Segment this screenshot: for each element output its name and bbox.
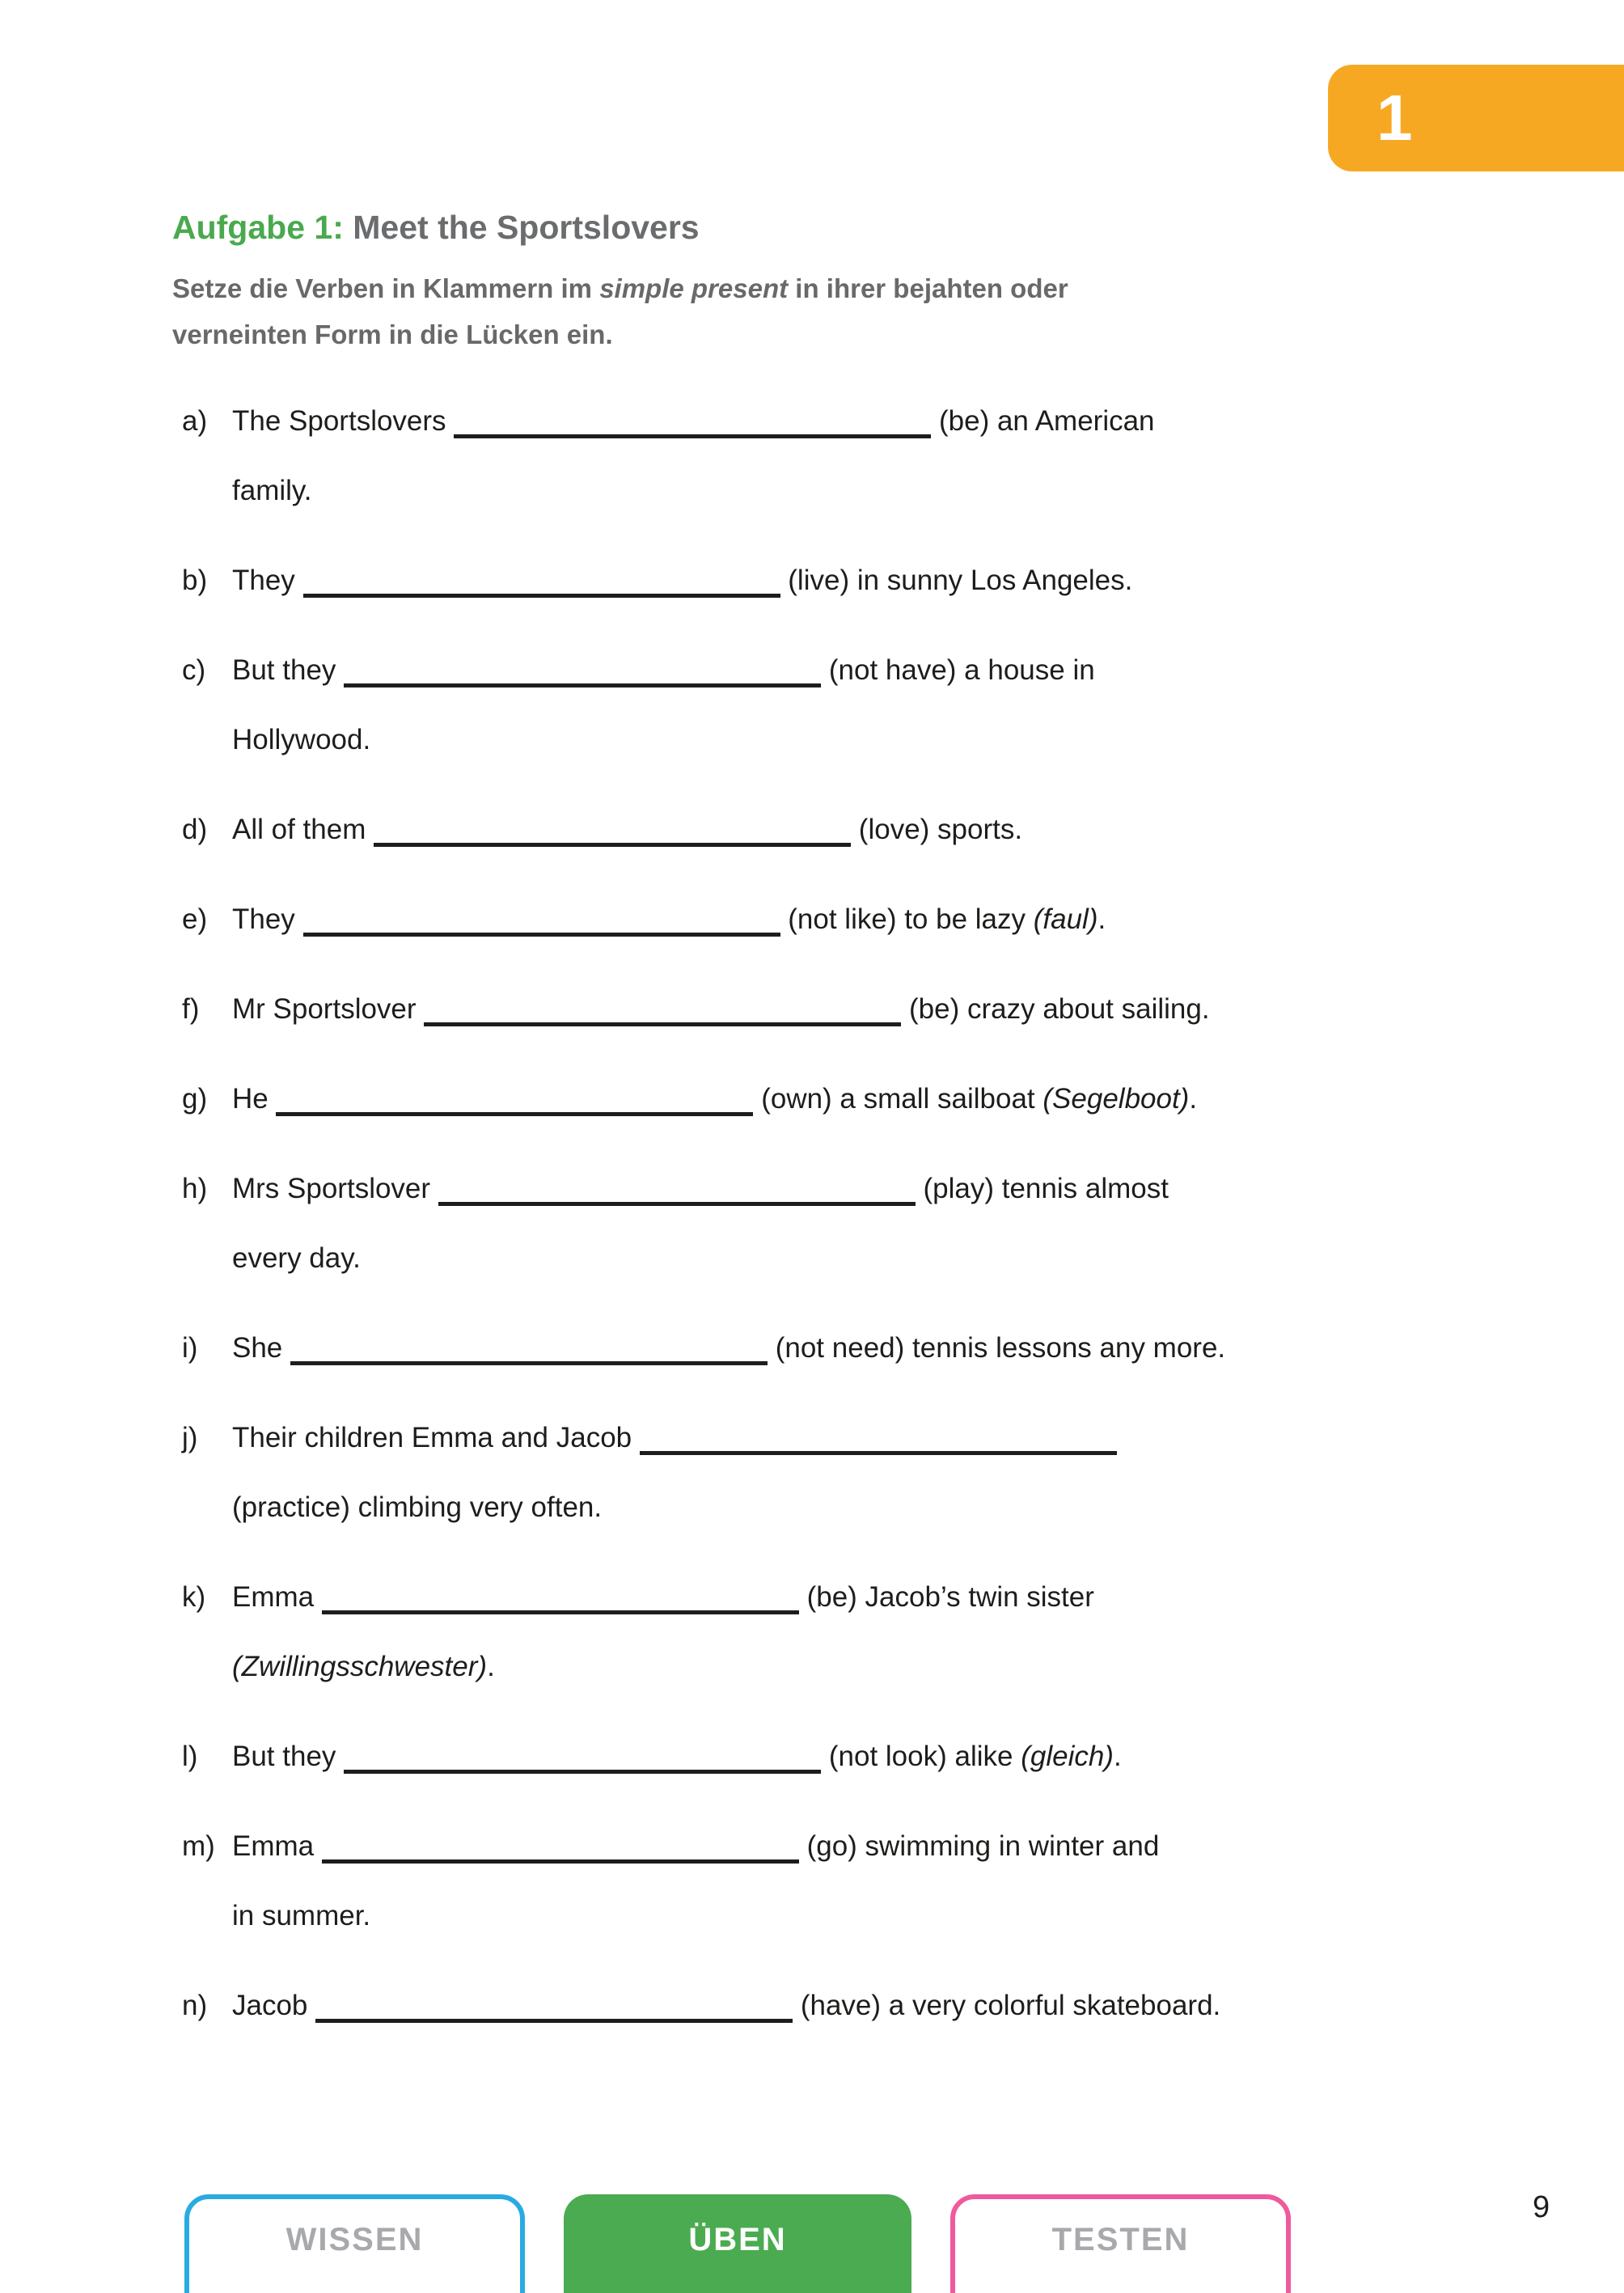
exercise-list — [182, 387, 1306, 2061]
exercise-item — [182, 1064, 1306, 1134]
text-segment: Their children Emma and Jacob — [232, 1422, 640, 1453]
text-segment: (practice) climbing very often. — [232, 1491, 603, 1523]
page-number: 9 — [1533, 2190, 1550, 2224]
item-letter-label: j) — [182, 1422, 198, 1453]
text-segment: (live) in sunny Los Angeles. — [780, 565, 1133, 596]
item-sentence — [232, 885, 1306, 954]
exercise-item — [182, 1403, 1306, 1542]
text-segment: Mr Sportslover — [232, 993, 425, 1025]
item-letter-label: b) — [182, 565, 208, 596]
answer-blank[interactable] — [454, 434, 931, 438]
exercise-item — [182, 885, 1306, 954]
exercise-item — [182, 387, 1306, 526]
text-segment: But they — [232, 654, 345, 686]
item-sentence — [232, 1812, 1306, 1951]
text-segment: Jacob — [232, 1990, 316, 2021]
text-segment: They — [232, 903, 303, 935]
item-letter-label: n) — [182, 1990, 208, 2021]
exercise-item — [182, 1563, 1306, 1702]
text-segment: in summer. — [232, 1900, 371, 1931]
text-segment: . — [1113, 1741, 1122, 1772]
item-sentence — [232, 1064, 1306, 1134]
text-segment: (not have) a house in — [821, 654, 1095, 686]
text-segment: (be) crazy about sailing. — [901, 993, 1210, 1025]
text-segment: . — [487, 1651, 495, 1682]
task-instructions — [172, 265, 1305, 357]
text-segment: family. — [232, 475, 312, 506]
text-segment: Emma — [232, 1830, 322, 1862]
text-segment: The Sportslovers — [232, 405, 455, 437]
exercise-item — [182, 636, 1306, 775]
answer-blank[interactable] — [303, 933, 780, 937]
page-title — [172, 209, 700, 247]
text-segment: (faul) — [1033, 903, 1098, 935]
answer-blank[interactable] — [290, 1361, 768, 1365]
item-sentence — [232, 387, 1306, 526]
item-letter-label: g) — [182, 1083, 208, 1115]
text-segment: Setze die Verben in Klammern im — [172, 273, 600, 303]
text-segment: All of them — [232, 814, 374, 845]
item-sentence — [232, 1314, 1306, 1383]
item-letter-label: k) — [182, 1581, 206, 1613]
text-segment: (play) tennis almost — [915, 1173, 1169, 1204]
exercise-item — [182, 1314, 1306, 1383]
task-title: Meet the Sportslovers — [353, 209, 700, 246]
exercise-item — [182, 795, 1306, 865]
answer-blank[interactable] — [322, 1859, 799, 1864]
text-segment: verneinten Form in die Lücken ein. — [172, 319, 613, 349]
item-sentence — [232, 636, 1306, 775]
text-segment: Mrs Sportslover — [232, 1173, 438, 1204]
text-segment: Hollywood. — [232, 724, 371, 755]
text-segment: (have) a very colorful skateboard. — [793, 1990, 1221, 2021]
item-sentence — [232, 1563, 1306, 1702]
text-segment: (love) sports. — [851, 814, 1023, 845]
item-sentence — [232, 546, 1306, 616]
exercise-item — [182, 1154, 1306, 1293]
text-segment: (not need) tennis lessons any more. — [768, 1332, 1226, 1364]
text-segment: (Zwillingsschwester) — [232, 1651, 488, 1682]
item-sentence — [232, 975, 1306, 1044]
answer-blank[interactable] — [344, 683, 821, 687]
text-segment: But they — [232, 1741, 345, 1772]
text-segment: . — [1189, 1083, 1198, 1115]
text-segment: (be) Jacob’s twin sister — [798, 1581, 1094, 1613]
item-sentence — [232, 1722, 1306, 1792]
text-segment: (gleich) — [1021, 1741, 1114, 1772]
exercise-item — [182, 1971, 1306, 2041]
text-segment: (be) an American — [931, 405, 1155, 437]
footer-button-wissen[interactable]: WISSEN — [184, 2194, 525, 2293]
exercise-item — [182, 1812, 1306, 1951]
footer-button-ueben[interactable]: ÜBEN — [564, 2194, 911, 2293]
exercise-item — [182, 1722, 1306, 1792]
text-segment: (Segelboot) — [1042, 1083, 1190, 1115]
answer-blank[interactable] — [374, 843, 851, 847]
text-segment: simple present — [599, 273, 789, 303]
text-segment: every day. — [232, 1242, 361, 1274]
item-letter-label: f) — [182, 993, 200, 1025]
chapter-number: 1 — [1377, 82, 1413, 154]
text-segment: She — [232, 1332, 290, 1364]
text-segment: He — [232, 1083, 277, 1115]
task-label: Aufgabe 1: — [172, 209, 344, 246]
answer-blank[interactable] — [276, 1112, 753, 1116]
item-letter-label: h) — [182, 1173, 208, 1204]
exercise-item — [182, 975, 1306, 1044]
text-segment: They — [232, 565, 303, 596]
item-letter-label: c) — [182, 654, 206, 686]
text-segment: in ihrer bejahten oder — [788, 273, 1068, 303]
answer-blank[interactable] — [315, 2019, 793, 2023]
text-segment: . — [1097, 903, 1106, 935]
text-segment: (not look) alike — [821, 1741, 1021, 1772]
text-segment: (go) swimming in winter and — [798, 1830, 1160, 1862]
item-sentence — [232, 1403, 1306, 1542]
text-segment: Emma — [232, 1581, 322, 1613]
answer-blank[interactable] — [322, 1610, 799, 1614]
answer-blank[interactable] — [303, 594, 780, 598]
item-sentence — [232, 1971, 1306, 2041]
exercise-item — [182, 546, 1306, 616]
footer-button-testen[interactable]: TESTEN — [950, 2194, 1291, 2293]
answer-blank[interactable] — [344, 1770, 821, 1774]
text-segment: (own) a small sailboat — [753, 1083, 1043, 1115]
item-letter-label: m) — [182, 1830, 215, 1862]
item-letter-label: a) — [182, 405, 208, 437]
item-letter-label: d) — [182, 814, 208, 845]
text-segment: (not like) to be lazy — [780, 903, 1034, 935]
item-letter-label: l) — [182, 1741, 198, 1772]
chapter-number-tab — [1328, 65, 1624, 171]
answer-blank[interactable] — [438, 1202, 916, 1206]
item-sentence — [232, 795, 1306, 865]
item-letter-label: i) — [182, 1332, 198, 1364]
answer-blank[interactable] — [424, 1022, 901, 1026]
answer-blank[interactable] — [640, 1451, 1117, 1455]
item-letter-label: e) — [182, 903, 208, 935]
item-sentence — [232, 1154, 1306, 1293]
